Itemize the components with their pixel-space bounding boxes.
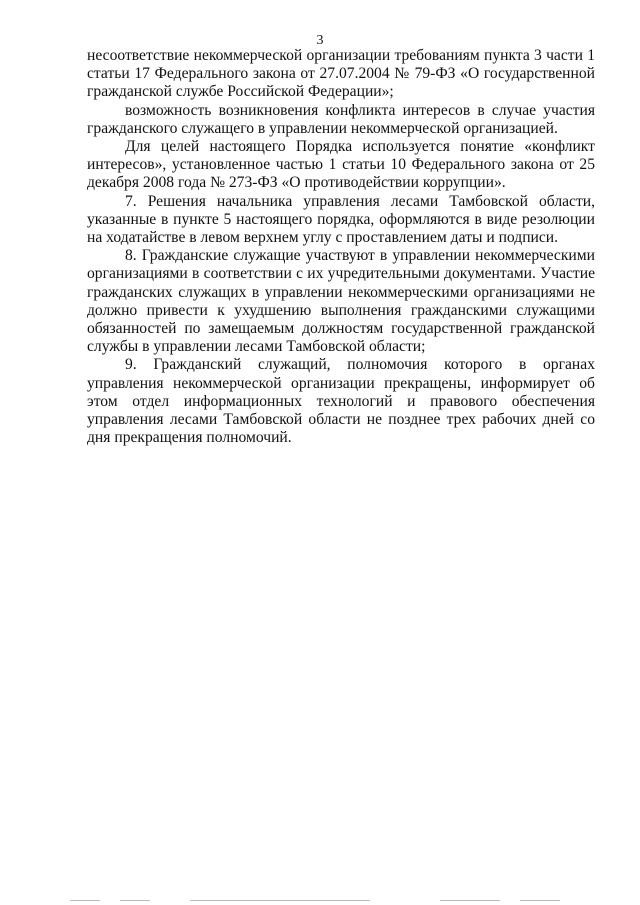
footer-scan-line bbox=[70, 900, 100, 901]
paragraph-item-8: 8. Гражданские служащие участвуют в управлении некоммерческими организациями в соответствии с их учредительными документами. Участие гражданских служащих в управлении некоммерческими организациями не должно привести к ухудшению выполнения гражданскими служащими обязанностей по замещаемым должностям государственной гражданской службы в управлении лесами Тамбовской области; bbox=[87, 247, 595, 356]
paragraph: возможность возникновения конфликта интересов в случае участия гражданского служащего в управлении некоммерческой организацией. bbox=[87, 101, 595, 137]
paragraph-item-9: 9. Гражданский служащий, полномочия которого в органах управления некоммерческой организации прекращены, информирует об этом отдел информационных технологий и правового обеспечения управления лесами Тамбовской области не позднее трех рабочих дней со дня прекращения полномочий. bbox=[87, 356, 595, 447]
paragraph-continuation: несоответствие некоммерческой организации требованиям пункта 3 части 1 статьи 17 Федерального закона от 27.07.2004 № 79-ФЗ «О государственной гражданской службе Российской Федерации»; bbox=[87, 47, 595, 101]
footer-scan-line bbox=[120, 900, 150, 901]
footer-scan-line bbox=[440, 900, 500, 901]
footer-scan-line bbox=[520, 900, 560, 901]
footer-scan-line bbox=[190, 900, 370, 901]
page-number: 3 bbox=[316, 33, 324, 48]
document-body bbox=[87, 47, 595, 447]
paragraph-item-7: 7. Решения начальника управления лесами Тамбовской области, указанные в пункте 5 настоящего порядка, оформляются в виде резолюции на ходатайстве в левом верхнем углу с проставлением даты и подписи. bbox=[87, 192, 595, 247]
paragraph: Для целей настоящего Порядка используется понятие «конфликт интересов», установленное частью 1 статьи 10 Федерального закона от 25 декабря 2008 года № 273-ФЗ «О противодействии коррупции». bbox=[87, 138, 595, 192]
